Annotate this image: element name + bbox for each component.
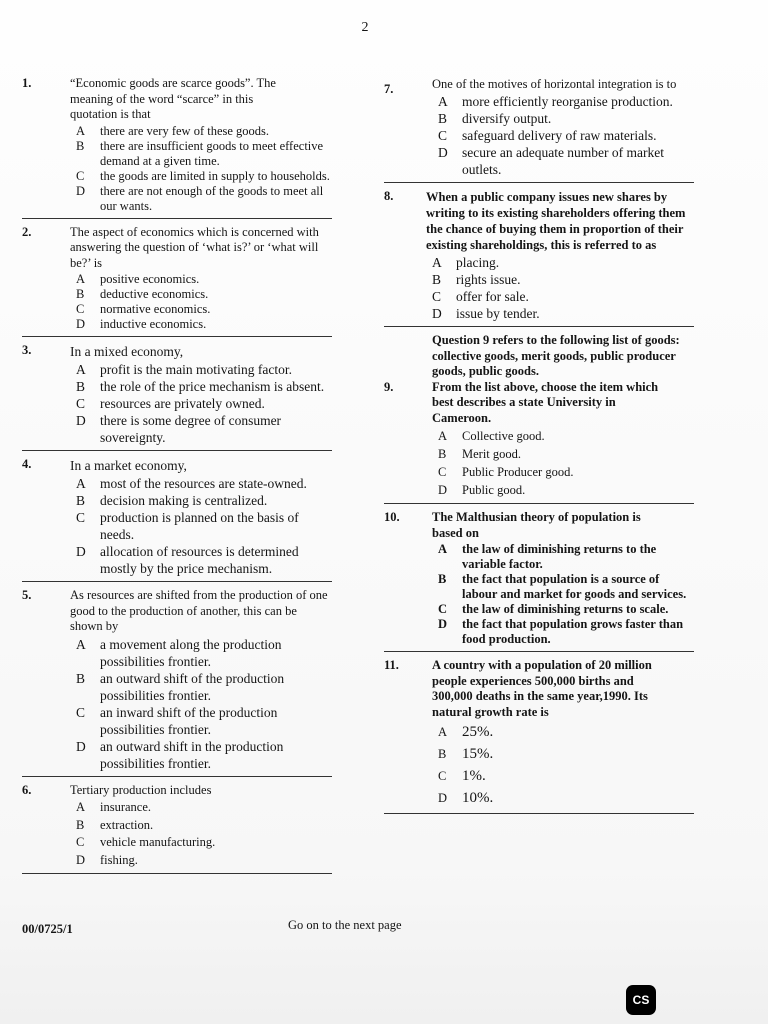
question-stem: Tertiary production includes <box>70 782 212 797</box>
question-number: 8. <box>384 189 394 203</box>
option-a: A more efficiently reorganise production. <box>438 94 673 109</box>
question-stem: As resources are shifted from the production of one good to the production of another, this can be shown by <box>70 588 328 633</box>
divider <box>384 503 694 504</box>
option-b: B decision making is centralized. <box>76 493 268 508</box>
question-number: 7. <box>384 82 394 96</box>
option-d: D Public good. <box>438 483 526 497</box>
option-d: D there are not enough of the goods to meet all our wants. <box>76 183 324 213</box>
question-stem: In a market economy, <box>70 458 187 473</box>
option-d: D 10%. <box>438 790 494 806</box>
option-c: C safeguard delivery of raw materials. <box>438 128 657 143</box>
option-b: B the fact that population is a source of labour and market for goods and services. <box>438 572 687 601</box>
divider <box>384 182 694 183</box>
option-a: A positive economics. <box>76 272 200 286</box>
option-c: C 1%. <box>438 768 486 784</box>
option-a: A the law of diminishing returns to the variable factor. <box>438 542 657 571</box>
question-stem: One of the motives of horizontal integration is to <box>432 77 677 91</box>
option-c: C production is planned on the basis of needs. <box>76 510 299 542</box>
option-a: A there are very few of these goods. <box>76 123 270 138</box>
option-b: B diversify output. <box>438 111 552 126</box>
option-b: B deductive economics. <box>76 287 209 301</box>
option-b: B Merit good. <box>438 447 522 461</box>
option-d: D there is some degree of consumer sovereignty. <box>76 413 282 445</box>
option-a: A placing. <box>432 255 500 270</box>
question-number: 5. <box>22 588 32 602</box>
question-number: 3. <box>22 343 32 357</box>
option-c: C the law of diminishing returns to scale. <box>438 602 669 616</box>
question-stem: The aspect of economics which is concerned with answering the question of ‘what is?’ or ‘what will be?’ is <box>70 224 319 270</box>
divider <box>22 450 332 451</box>
option-c: C Public Producer good. <box>438 465 574 479</box>
option-d: D an outward shift in the production possibilities frontier. <box>76 738 284 771</box>
question-11 <box>384 658 694 809</box>
question-1 <box>22 76 332 214</box>
right-column <box>384 76 694 820</box>
divider <box>22 776 332 777</box>
question-number: 1. <box>22 76 32 90</box>
option-b: B 15%. <box>438 746 494 762</box>
question-number: 9. <box>384 379 394 394</box>
camscanner-logo-icon: CS <box>626 985 656 1015</box>
option-b: B extraction. <box>76 817 154 832</box>
option-c: C the goods are limited in supply to households. <box>76 168 330 183</box>
divider <box>22 873 332 874</box>
question-7 <box>384 76 694 178</box>
option-d: D allocation of resources is determined mostly by the price mechanism. <box>76 544 299 576</box>
option-d: D the fact that population grows faster than food production. <box>438 617 684 646</box>
question-6 <box>22 783 332 870</box>
option-b: B rights issue. <box>432 272 521 287</box>
divider <box>22 218 332 219</box>
option-d: D inductive economics. <box>76 317 207 331</box>
question-stem: A country with a population of 20 million people experiences 500,000 births and 300,000 deaths in the same year,1990. Its natural growth rate is <box>432 658 652 719</box>
option-b: B there are insufficient goods to meet effective demand at a given time. <box>76 138 324 168</box>
question-9 <box>384 380 694 500</box>
question-number: 2. <box>22 224 32 239</box>
option-b: B the role of the price mechanism is absent. <box>76 379 325 394</box>
question-3 <box>22 343 332 446</box>
question-number: 4. <box>22 457 32 471</box>
page-number: 2 <box>361 20 369 35</box>
option-c: C vehicle manufacturing. <box>76 835 216 849</box>
option-d: D secure an adequate number of market outlets. <box>438 145 665 177</box>
option-c: C resources are privately owned. <box>76 396 265 411</box>
option-c: C normative economics. <box>76 302 211 316</box>
question-9-intro: Question 9 refers to the following list of goods: collective goods, merit goods, public producer goods, public goods. <box>432 333 680 378</box>
question-stem: In a mixed economy, <box>70 344 184 359</box>
divider <box>22 581 332 582</box>
divider <box>384 326 694 327</box>
option-b: B an outward shift of the production possibilities frontier. <box>76 670 285 703</box>
divider <box>22 336 332 337</box>
option-a: A most of the resources are state-owned. <box>76 476 307 491</box>
question-number: 11. <box>384 658 399 672</box>
question-number: 10. <box>384 510 400 524</box>
option-a: A profit is the main motivating factor. <box>76 362 292 377</box>
option-a: A a movement along the production possibilities frontier. <box>76 636 282 669</box>
question-8 <box>384 189 694 322</box>
option-c: C offer for sale. <box>432 289 529 304</box>
question-4 <box>22 457 332 577</box>
question-stem: From the list above, choose the item which best describes a state University in Cameroon. <box>432 379 659 425</box>
next-page-note: Go on to the next page <box>288 918 402 932</box>
option-d: D issue by tender. <box>432 306 540 321</box>
question-stem: The Malthusian theory of population is based on <box>432 510 641 540</box>
question-2 <box>22 225 332 333</box>
paper-code: 00/0725/1 <box>22 922 73 936</box>
option-d: D fishing. <box>76 852 138 867</box>
option-a: A Collective good. <box>438 429 545 443</box>
option-a: A 25%. <box>438 724 494 740</box>
option-a: A insurance. <box>76 800 152 814</box>
left-column <box>22 76 332 880</box>
question-number: 6. <box>22 782 32 797</box>
option-c: C an inward shift of the production possibilities frontier. <box>76 704 278 737</box>
question-10 <box>384 510 694 647</box>
divider <box>384 651 694 652</box>
divider <box>384 813 694 814</box>
question-stem: “Economic goods are scarce goods”. The meaning of the word “scarce” in this quotation is that <box>70 76 276 121</box>
question-5 <box>22 588 332 772</box>
question-stem: When a public company issues new shares by writing to its existing shareholders offering them the chance of buying them in proportion of their existing shareholdings, this is referred to as <box>426 190 686 252</box>
